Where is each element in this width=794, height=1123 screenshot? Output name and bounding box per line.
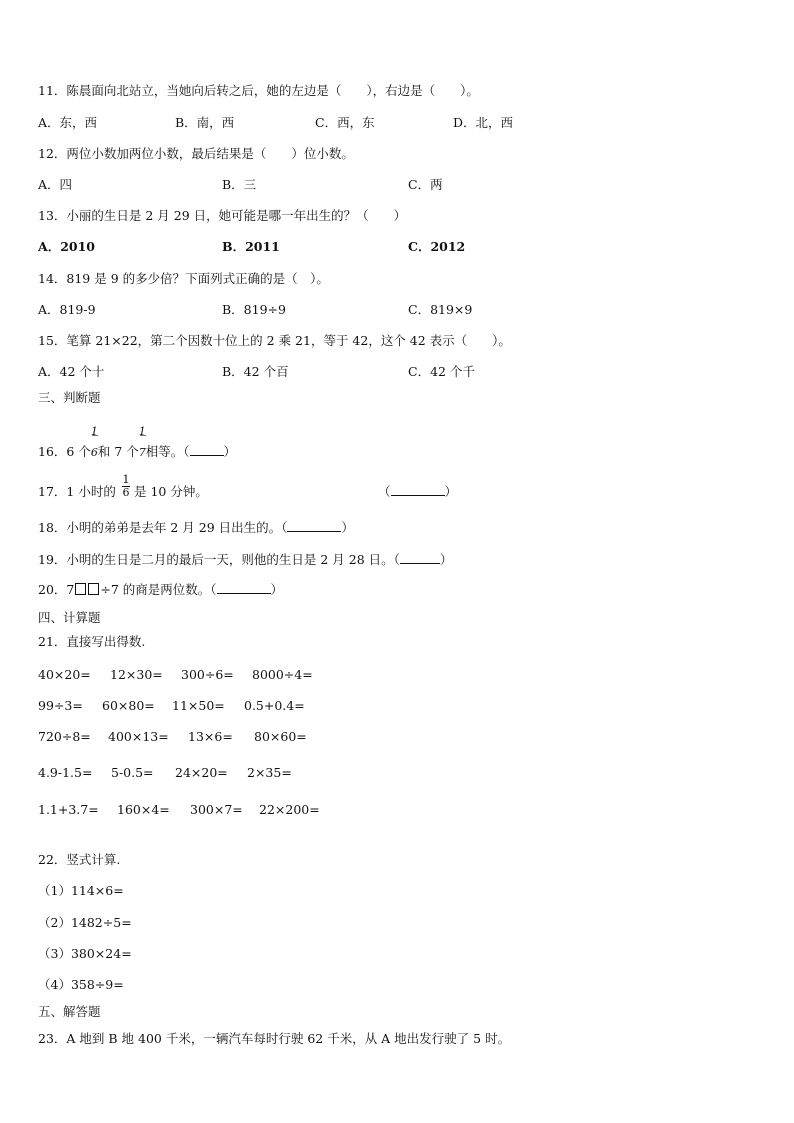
q16-fraction-2 <box>138 425 146 461</box>
calc-item: 300×7= <box>190 802 243 817</box>
question-23-stem: 23．A 地到 B 地 400 千米，一辆汽车每时行驶 62 千米，从 A 地出发行驶了 5 时。 <box>38 1031 511 1046</box>
calc-item: 24×20= <box>175 765 228 780</box>
question-12-stem: 12．两位小数加两位小数，最后结果是（ ）位小数。 <box>38 146 354 161</box>
calc-item: 4.9-1.5= <box>38 765 93 780</box>
question-18 <box>38 520 354 536</box>
calc-item: 13×6= <box>188 729 233 744</box>
q16-answer-blank[interactable] <box>190 445 224 456</box>
vertical-calc-item: （2）1482÷5= <box>38 915 132 930</box>
q20-close: ） <box>270 582 284 597</box>
q14-option-a: A．819-9 <box>38 302 96 317</box>
q17-prefix: 17．1 小时的 <box>38 484 116 499</box>
q16-mid: 和 7 个 <box>97 444 139 459</box>
q16-frac2-denominator: 7 <box>138 446 146 459</box>
q16-frac1-numerator: 1 <box>90 425 98 438</box>
question-21-stem: 21．直接写出得数. <box>38 634 146 649</box>
q17-frac-numerator: 1 <box>122 473 130 486</box>
q15-option-c: C．42 个千 <box>408 364 475 379</box>
q13-option-c: C．2012 <box>408 239 466 254</box>
vertical-calc-item: （1）114×6= <box>38 883 124 898</box>
q11-option-a: A．东，西 <box>38 115 98 130</box>
digit-box-2 <box>88 583 99 595</box>
q13-option-a: A．2010 <box>38 239 95 254</box>
q17-answer-paren <box>378 484 457 500</box>
q16-frac2-numerator: 1 <box>138 425 146 438</box>
calc-item: 12×30= <box>110 667 163 682</box>
vertical-calc-item: （4）358÷9= <box>38 977 124 992</box>
calc-item: 400×13= <box>108 729 169 744</box>
calc-item: 720÷8= <box>38 729 91 744</box>
q16-prefix: 16．6 个 <box>38 444 91 459</box>
section-heading-judgement: 三、判断题 <box>38 390 101 405</box>
calc-item: 11×50= <box>172 698 225 713</box>
q19-answer-blank[interactable] <box>400 553 440 564</box>
q16-fraction-1 <box>90 425 98 461</box>
calc-item: 8000÷4= <box>252 667 313 682</box>
q12-option-c: C．两 <box>408 177 443 192</box>
q11-option-b: B．南，西 <box>175 115 235 130</box>
calc-item: 99÷3= <box>38 698 83 713</box>
calc-item: 5-0.5= <box>111 765 154 780</box>
q14-option-b: B．819÷9 <box>222 302 286 317</box>
q19-close: ） <box>439 552 453 567</box>
q17-suffix: 是 10 分钟。 <box>134 484 208 499</box>
q12-option-a: A．四 <box>38 177 73 192</box>
q16-frac1-denominator: 6 <box>90 446 98 459</box>
digit-box-1 <box>75 583 86 595</box>
question-22-stem: 22．竖式计算. <box>38 852 121 867</box>
question-19 <box>38 552 452 568</box>
calc-item: 160×4= <box>117 802 170 817</box>
section-heading-word-problems: 五、解答题 <box>38 1004 101 1019</box>
question-13-stem: 13．小丽的生日是 2 月 29 日，她可能是哪一年出生的？（ ） <box>38 208 407 223</box>
question-11-stem: 11．陈晨面向北站立，当她向后转之后，她的左边是（ ），右边是（ ）。 <box>38 83 479 98</box>
q18-stem: 18．小明的弟弟是去年 2 月 29 日出生的。（ <box>38 520 288 535</box>
question-16 <box>38 425 237 461</box>
q20-suffix: ÷7 的商是两位数。（ <box>100 582 217 597</box>
q18-close: ） <box>341 520 354 535</box>
q12-option-b: B．三 <box>222 177 257 192</box>
section-heading-calculation: 四、计算题 <box>38 610 101 625</box>
calc-item: 60×80= <box>102 698 155 713</box>
vertical-calc-item: （3）380×24= <box>38 946 132 961</box>
q15-option-b: B．42 个百 <box>222 364 289 379</box>
calc-item: 40×20= <box>38 667 91 682</box>
q20-answer-blank[interactable] <box>217 583 271 594</box>
calc-item: 22×200= <box>259 802 320 817</box>
q16-suffix: 相等。（ <box>145 444 190 459</box>
calc-item: 0.5+0.4= <box>244 698 305 713</box>
q15-option-a: A．42 个十 <box>38 364 105 379</box>
calc-item: 80×60= <box>254 729 307 744</box>
calc-item: 300÷6= <box>181 667 234 682</box>
q17-paren-open: （ <box>378 484 391 499</box>
q11-option-d: D．北，西 <box>453 115 514 130</box>
q17-frac-denominator: 6 <box>122 486 130 499</box>
question-14-stem: 14．819 是 9 的多少倍？下面列式正确的是（ ）。 <box>38 271 329 286</box>
q19-stem: 19．小明的生日是二月的最后一天，则他的生日是 2 月 28 日。（ <box>38 552 400 567</box>
question-20 <box>38 582 283 598</box>
q17-answer-blank[interactable] <box>391 485 445 496</box>
calc-item: 2×35= <box>247 765 292 780</box>
q20-prefix: 20．7 <box>38 582 75 597</box>
q11-option-c: C．西，东 <box>315 115 375 130</box>
question-15-stem: 15．笔算 21×22，第二个因数十位上的 2 乘 21，等于 42，这个 42 表示（ ）。 <box>38 333 511 348</box>
calc-item: 1.1+3.7= <box>38 802 99 817</box>
q17-fraction <box>122 474 130 499</box>
q18-answer-blank[interactable] <box>287 521 341 532</box>
q16-close: ） <box>223 444 237 459</box>
q17-paren-close: ） <box>444 484 458 499</box>
q13-option-b: B．2011 <box>222 239 280 254</box>
q14-option-c: C．819×9 <box>408 302 473 317</box>
